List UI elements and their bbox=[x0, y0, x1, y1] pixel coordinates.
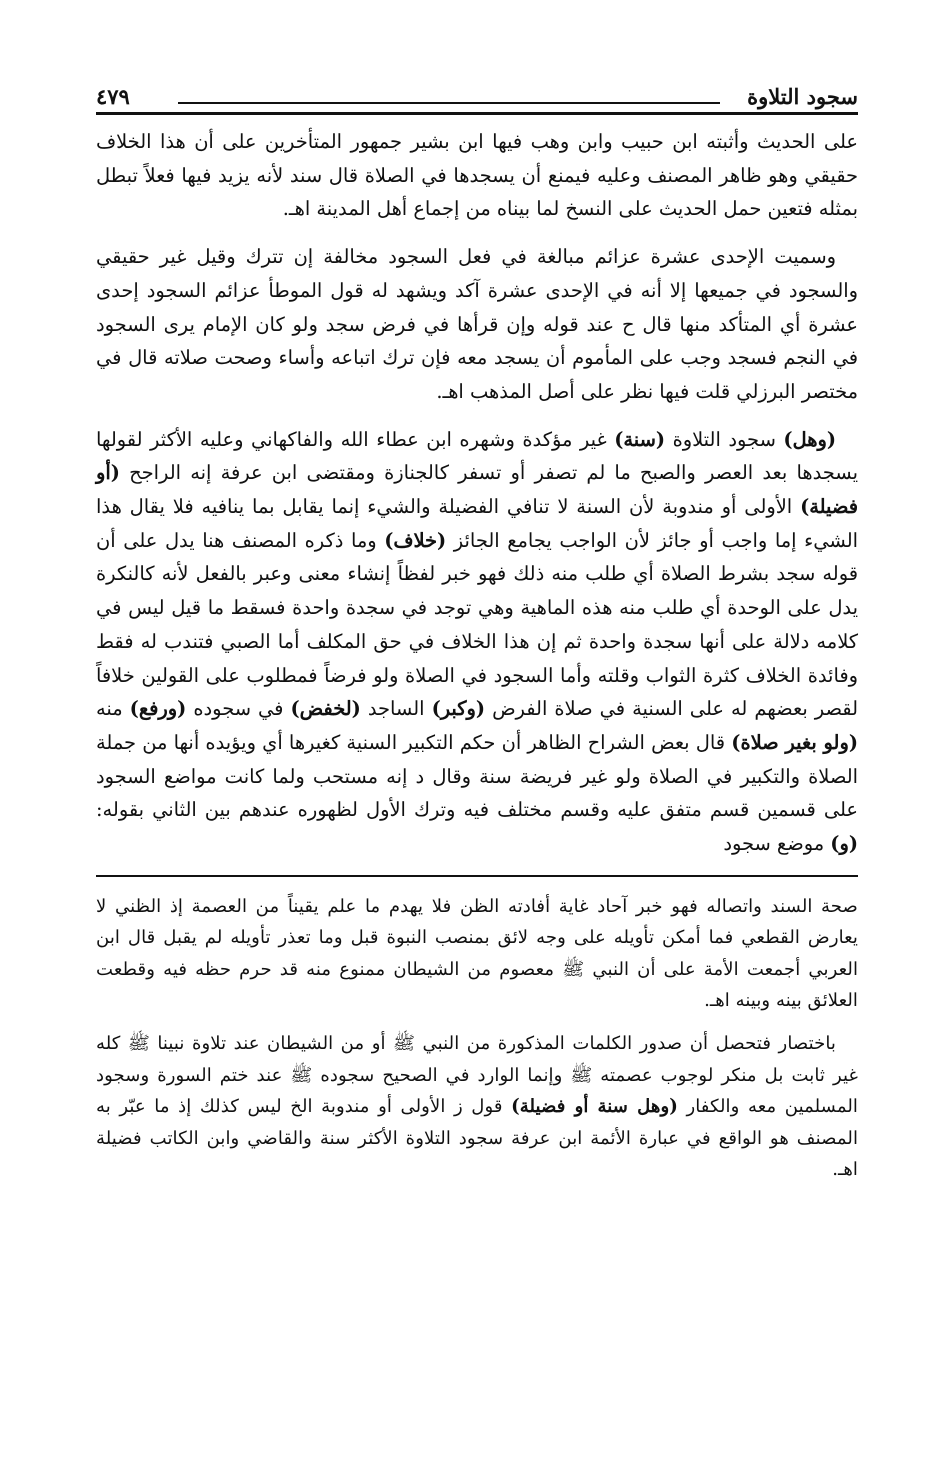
bold-term: (سنة) bbox=[614, 427, 666, 451]
text-run: قول ز الأولى أو مندوبة الخ ليس كذلك إذ ما عبّر به المصنف هو الواقع في عبارة الأئمة ابن عرفة سجود التلاوة الأكثر سنة والقاضي وابن الكاتب فضيلة اهـ. bbox=[96, 1096, 858, 1181]
bold-term: (لخفض) bbox=[290, 697, 361, 721]
text-run: باختصار فتحصل أن صدور الكلمات المذكورة من النبي ﷺ أو من الشيطان عند تلاوة نبينا ﷺ كله غير ثابت بل منكر لوجوب عصمته ﷺ وإنما الوارد في الصحيح سجوده ﷺ عند ختم السورة وسجود المسلمين معه والكفار bbox=[96, 1033, 858, 1118]
footnote-2 bbox=[96, 1028, 858, 1185]
text-run: الأولى أو مندوبة لأن السنة لا تنافي الفضيلة والشيء إنما يقابل بما ينافيه فلا يقال هذا الشيء إما واجب أو جائز لأن الواجب يجامع الجائز bbox=[96, 495, 858, 552]
main-body bbox=[96, 125, 858, 861]
bold-term: (و) bbox=[830, 832, 858, 856]
bold-term: (ولو بغير صلاة) bbox=[731, 730, 858, 754]
footnote-divider bbox=[96, 875, 858, 877]
bold-term: (وكبر) bbox=[431, 697, 486, 721]
footnotes bbox=[96, 891, 858, 1186]
bold-term: (ورفع) bbox=[129, 697, 187, 721]
running-header bbox=[96, 78, 858, 110]
page-number: ٤٧٩ bbox=[96, 84, 130, 109]
paragraph-3 bbox=[96, 423, 858, 861]
bold-term: (وهل سنة أو فضيلة) bbox=[511, 1096, 678, 1118]
bold-term: (أو فضيلة) bbox=[96, 461, 858, 519]
paragraph-2: وسميت الإحدى عشرة عزائم مبالغة في فعل السجود مخالفة إن تترك وقيل غير حقيقي والسجود في جميعها إلا أنه في الإحدى عشرة آكد ويشهد له قول الموطأ عزائم السجود إحدى عشرة أي المتأكد منها قال ح عند قوله وإن قرأها في فرض سجد ولو كان الإمام يرى السجود في النجم فسجد وجب على المأموم أن يسجد معه فإن ترك اتباعه وأساء وصحت صلاته قال في مختصر البرزلي قلت فيها نظر على أصل المذهب اهـ. bbox=[96, 245, 858, 403]
text-run: موضع سجود bbox=[723, 832, 831, 856]
text-run: في سجوده bbox=[186, 697, 291, 721]
bold-term: (خلاف) bbox=[384, 528, 447, 552]
text-run: وما ذكره المصنف هنا يدل على أن قوله سجد بشرط الصلاة أي طلب منه ذلك فهو خبر لفظاً إنشاء معنى وعبر بالفعل لأنه كالنكرة يدل على الوحدة أي طلب منه هذه الماهية وهي توجد في سجدة واحدة فسقط ما قيل ليس في كلامه دلالة على أنها سجدة واحدة ثم إن هذا الخلاف في حق المكلف أما الصبي فتندب له فقط وفائدة الخلاف كثرة الثواب وقلته وأما السجود في الصلاة ولو فرضاً فمطلوب على القولين خلافاً لقصر بعضهم له على السنية في صلاة الفرض bbox=[96, 528, 858, 721]
bold-term: (وهل) bbox=[783, 427, 836, 451]
page bbox=[96, 78, 858, 1197]
header-rule bbox=[178, 102, 720, 104]
footnote-1: صحة السند واتصاله فهو خبر آحاد غاية أفادته الظن فلا يهدم ما علم يقيناً من العصمة إذ الظني لا يعارض القطعي فما أمكن تأويله على وجه لائق بمنصب النبوة قبل وما تعذر تأويله لم يقبل قال ابن العربي أجمعت الأمة على أن النبي ﷺ معصوم من الشيطان ممنوع منه قد حرم حظه فيه وقطعت العلائق بينه وبينه اهـ. bbox=[96, 895, 858, 1011]
paragraph-1: على الحديث وأثبته ابن حبيب وابن وهب فيها ابن بشير جمهور المتأخرين على أن هذا الخلاف حقيقي وهو ظاهر المصنف وعليه فيمنع أن يسجدها في الصلاة قال سند لأنه يزيد فيها فعلاً تبطل بمثله فتعين حمل الحديث على النسخ لما بيناه من إجماع أهل المدينة اهـ. bbox=[96, 130, 858, 221]
header-divider bbox=[96, 112, 858, 115]
text-run: غير مؤكدة وشهره ابن عطاء الله والفاكهاني وعليه الأكثر لقولها يسجدها بعد العصر والصبح ما لم تصفر أو تسفر كالجنازة ومقتضى ابن عرفة إنه الراجح bbox=[96, 427, 858, 485]
text-run: سجود التلاوة bbox=[665, 427, 784, 451]
text-run: الساجد bbox=[360, 697, 432, 721]
text-run: منه bbox=[96, 697, 130, 721]
text-run: قال بعض الشراح الظاهر أن حكم التكبير السنية كغيرها أي ويؤيده أنها من جملة الصلاة والتكبير في الصلاة ولو غير فريضة سنة وقال د إنه مستحب ولما كانت مواضع السجود على قسمين قسم متفق عليه وقسم مختلف فيه وترك الأول لظهوره عندهم بين الثاني بقوله: bbox=[96, 730, 858, 822]
running-title: سجود التلاوة bbox=[747, 84, 858, 109]
